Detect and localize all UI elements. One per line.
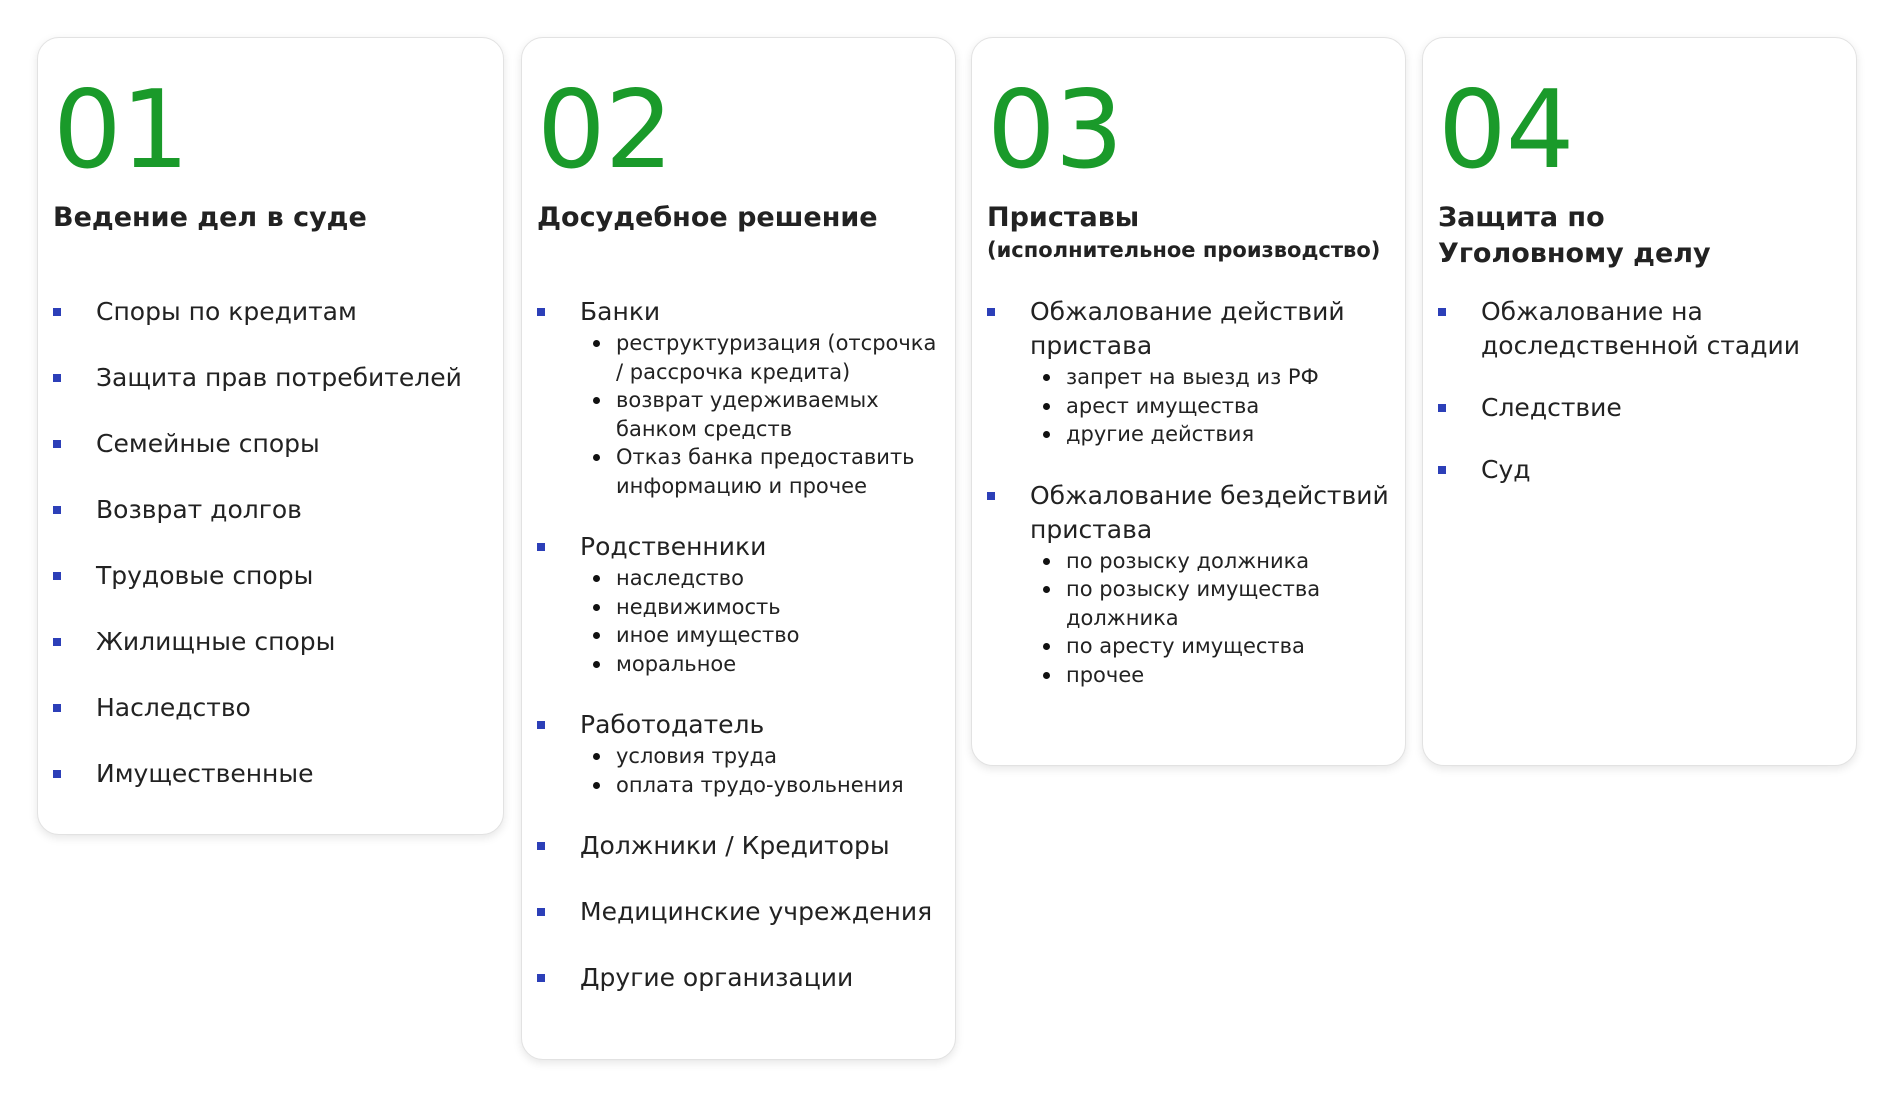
sublist-item bbox=[1030, 420, 1395, 449]
sublist-item bbox=[580, 771, 945, 800]
bullet-square-icon bbox=[537, 308, 545, 316]
bullet-dot-icon bbox=[593, 753, 600, 760]
sublist-item-text: прочее bbox=[1066, 662, 1145, 687]
bullet-square-icon bbox=[53, 506, 61, 514]
bullet-dot-icon bbox=[1043, 672, 1050, 679]
sublist-item-text: моральное bbox=[616, 651, 737, 676]
list-item bbox=[537, 961, 945, 995]
sublist-item-text: по розыску должника bbox=[1066, 548, 1310, 573]
bullet-square-icon bbox=[1438, 308, 1446, 316]
list-item-label: Медицинские учреждения bbox=[580, 897, 933, 926]
bullet-square-icon bbox=[537, 908, 545, 916]
sublist-item bbox=[1030, 632, 1395, 661]
card-title-text: Ведение дел в суде bbox=[53, 202, 367, 233]
bullet-dot-icon bbox=[593, 782, 600, 789]
card-03 bbox=[971, 37, 1406, 766]
bullet-dot-icon bbox=[1043, 403, 1050, 410]
sublist-item-text: запрет на выезд из РФ bbox=[1066, 365, 1319, 389]
list-item-label: Работодатель bbox=[580, 710, 765, 739]
sublist-item-text: реструктуризация (отсрочка / рассрочка кредита) bbox=[616, 331, 937, 384]
sublist-item bbox=[580, 564, 945, 593]
sublist-item bbox=[580, 329, 945, 386]
list-item-label: Должники / Кредиторы bbox=[580, 831, 890, 860]
sublist bbox=[580, 329, 945, 500]
bullet-square-icon bbox=[1438, 404, 1446, 412]
list-item-label: Трудовые споры bbox=[96, 561, 314, 590]
sublist-item-text: недвижимость bbox=[616, 594, 781, 619]
bullet-dot-icon bbox=[593, 575, 600, 582]
bullet-dot-icon bbox=[593, 454, 600, 461]
bullet-square-icon bbox=[53, 572, 61, 580]
sublist-item-text: Отказ банка предоставить информацию и прочее bbox=[616, 445, 915, 498]
sublist-item-text: возврат удерживаемых банком средств bbox=[616, 388, 879, 441]
bullet-dot-icon bbox=[1043, 643, 1050, 650]
bullet-square-icon bbox=[987, 492, 995, 500]
bullet-square-icon bbox=[53, 770, 61, 778]
bullet-square-icon bbox=[537, 721, 545, 729]
service-list bbox=[1438, 295, 1846, 487]
card-04 bbox=[1422, 37, 1857, 766]
card-number: 03 bbox=[987, 68, 1123, 193]
list-item bbox=[537, 895, 945, 929]
bullet-square-icon bbox=[53, 374, 61, 382]
bullet-dot-icon bbox=[593, 340, 600, 347]
sublist-item-text: другие действия bbox=[1066, 422, 1255, 446]
card-title bbox=[1438, 200, 1738, 272]
bullet-square-icon bbox=[53, 308, 61, 316]
bullet-dot-icon bbox=[593, 661, 600, 668]
list-item bbox=[53, 295, 493, 329]
bullet-square-icon bbox=[53, 440, 61, 448]
sublist-item-text: условия труда bbox=[616, 744, 777, 768]
service-list bbox=[537, 295, 945, 995]
bullet-dot-icon bbox=[1043, 586, 1050, 593]
sublist bbox=[580, 742, 945, 799]
list-item-label: Родственники bbox=[580, 532, 767, 561]
sublist-item bbox=[580, 621, 945, 650]
list-item bbox=[53, 559, 493, 593]
card-number: 02 bbox=[537, 68, 673, 193]
sublist-item bbox=[1030, 547, 1395, 576]
list-item-label: Семейные споры bbox=[96, 429, 320, 458]
list-item-label: Следствие bbox=[1481, 393, 1622, 422]
bullet-square-icon bbox=[987, 308, 995, 316]
list-item bbox=[53, 757, 493, 791]
list-item bbox=[537, 530, 945, 678]
sublist-item bbox=[580, 443, 945, 500]
bullet-square-icon bbox=[53, 704, 61, 712]
bullet-square-icon bbox=[537, 543, 545, 551]
card-title-text: Защита по Уголовному делу bbox=[1438, 202, 1711, 269]
list-item bbox=[53, 493, 493, 527]
bullet-dot-icon bbox=[593, 604, 600, 611]
list-item-label: Споры по кредитам bbox=[96, 297, 357, 326]
list-item bbox=[53, 427, 493, 461]
card-02 bbox=[521, 37, 956, 1060]
list-item bbox=[537, 295, 945, 500]
bullet-dot-icon bbox=[1043, 558, 1050, 565]
sublist-item bbox=[580, 593, 945, 622]
list-item-label: Обжалование действий пристава bbox=[1030, 297, 1345, 360]
sublist-item bbox=[580, 742, 945, 771]
sublist bbox=[1030, 363, 1395, 449]
list-item bbox=[987, 479, 1395, 690]
sublist-item bbox=[1030, 661, 1395, 690]
bullet-square-icon bbox=[1438, 466, 1446, 474]
list-item bbox=[1438, 391, 1846, 425]
sublist-item bbox=[1030, 363, 1395, 392]
sublist bbox=[1030, 547, 1395, 690]
list-item-label: Обжалование бездействий пристава bbox=[1030, 480, 1389, 544]
list-item-label: Наследство bbox=[96, 693, 251, 722]
list-item-label: Другие организации bbox=[580, 963, 854, 992]
list-item-label: Суд bbox=[1481, 455, 1531, 484]
bullet-square-icon bbox=[537, 974, 545, 982]
sublist-item bbox=[1030, 575, 1395, 632]
sublist-item-text: арест имущества bbox=[1066, 393, 1260, 418]
sublist-item bbox=[580, 650, 945, 679]
sublist-item-text: оплата трудо-увольнения bbox=[616, 772, 904, 797]
bullet-square-icon bbox=[537, 842, 545, 850]
list-item bbox=[537, 829, 945, 863]
list-item-label: Имущественные bbox=[96, 759, 314, 788]
card-title bbox=[537, 200, 878, 236]
sublist-item bbox=[1030, 392, 1395, 421]
card-title bbox=[987, 200, 1380, 264]
list-item-label: Банки bbox=[580, 297, 661, 326]
list-item-label: Возврат долгов bbox=[96, 495, 302, 524]
list-item bbox=[53, 361, 493, 395]
list-item-label: Защита прав потребителей bbox=[96, 363, 462, 392]
list-item-label: Жилищные споры bbox=[96, 627, 336, 656]
list-item bbox=[53, 691, 493, 725]
bullet-dot-icon bbox=[593, 632, 600, 639]
list-item-label: Обжалование на доследственной стадии bbox=[1481, 297, 1800, 360]
card-title-text: Досудебное решение bbox=[537, 202, 878, 233]
card-title-text: Приставы bbox=[987, 202, 1140, 233]
card-number: 04 bbox=[1438, 68, 1574, 193]
sublist bbox=[580, 564, 945, 678]
bullet-dot-icon bbox=[593, 397, 600, 404]
sublist-item-text: по аресту имущества bbox=[1066, 634, 1305, 658]
service-list bbox=[53, 295, 493, 791]
card-title bbox=[53, 200, 367, 236]
list-item bbox=[537, 708, 945, 799]
service-list bbox=[987, 295, 1395, 689]
card-number: 01 bbox=[53, 68, 189, 193]
bullet-dot-icon bbox=[1043, 431, 1050, 438]
card-01 bbox=[37, 37, 504, 835]
card-subtitle: (исполнительное производство) bbox=[987, 238, 1381, 262]
bullet-square-icon bbox=[53, 638, 61, 646]
sublist-item-text: иное имущество bbox=[616, 623, 800, 647]
list-item bbox=[1438, 295, 1846, 363]
sublist-item bbox=[580, 386, 945, 443]
sublist-item-text: по розыску имущества должника bbox=[1066, 577, 1321, 630]
list-item bbox=[987, 295, 1395, 449]
sublist-item-text: наследство bbox=[616, 566, 745, 590]
list-item bbox=[53, 625, 493, 659]
bullet-dot-icon bbox=[1043, 374, 1050, 381]
list-item bbox=[1438, 453, 1846, 487]
